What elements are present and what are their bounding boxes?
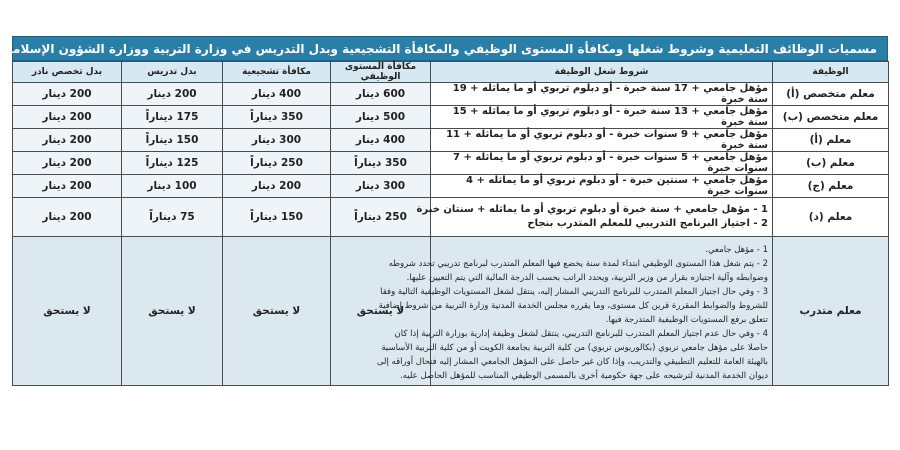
rare-specialty-cell: 200 دينار — [13, 175, 122, 198]
conditions-cell: مؤهل جامعي + 13 سنة خبرة - أو دبلوم تربوي أو ما يماثله + 15 سنة خبرة — [431, 106, 773, 129]
teaching-allowance-cell: 200 دينار — [122, 83, 223, 106]
conditions-cell: مؤهل جامعي + سنتين خبرة - أو دبلوم تربوي أو ما يماثله + 4 سنوات خبرة — [431, 175, 773, 198]
condition-line: تتعلق برفع المستويات الوظيفية المتدرجة فيها. — [605, 315, 768, 325]
rare-specialty-cell: 200 دينار — [13, 129, 122, 152]
job-cell: معلم متدرب — [773, 237, 889, 386]
teaching-allowance-cell: 125 ديناراً — [122, 152, 223, 175]
header-rare-specialty: بدل تخصص نادر — [13, 62, 122, 83]
condition-line: للشروط والضوابط المقررة قرين كل مستوى، وما يقرره مجلس الخدمة المدنية وزارة التربية من شروط إضافية — [378, 301, 768, 311]
rare-specialty-cell: 200 دينار — [13, 198, 122, 237]
job-cell: معلم (ج) — [773, 175, 889, 198]
level-bonus-cell: لا يستحق — [331, 237, 431, 386]
teaching-allowance-cell: 150 ديناراً — [122, 129, 223, 152]
header-row — [13, 62, 889, 83]
teaching-allowance-cell: 175 ديناراً — [122, 106, 223, 129]
condition-line: بالهيئة العامة للتعليم التطبيقي والتدريب، وإذا كان غير حاصل على المؤهل الجامعي المشار إليه فتحال أوراقه إلى — [376, 357, 768, 367]
condition-line: 1 - مؤهل جامعي + سنة خبرة أو دبلوم تربوي أو ما يماثله + سنتان خبرة — [416, 204, 768, 215]
condition-line: 2 - اجتياز البرنامج التدريبي للمعلم المتدرب بنجاح — [527, 218, 768, 229]
job-cell: معلم متخصص (أ) — [773, 83, 889, 106]
condition-line: 3 - وفي حال اجتياز المعلم المتدرب للبرنامج التدريبي المشار إليه، ينتقل لشغل المستويات الوظيفية التالية وفقا — [380, 287, 768, 297]
table-row-trainee — [13, 237, 889, 386]
job-table — [12, 61, 889, 386]
table-row — [13, 83, 889, 106]
rare-specialty-cell: 200 دينار — [13, 83, 122, 106]
header-job: الوظيفة — [773, 62, 889, 83]
rare-specialty-cell: 200 دينار — [13, 106, 122, 129]
job-cell: معلم متخصص (ب) — [773, 106, 889, 129]
table-row — [13, 152, 889, 175]
job-cell: معلم (أ) — [773, 129, 889, 152]
level-bonus-cell: 500 دينار — [331, 106, 431, 129]
teaching-allowance-cell: لا يستحق — [122, 237, 223, 386]
conditions-cell: مؤهل جامعي + 5 سنوات خبرة - أو دبلوم تربوي أو ما يماثله + 7 سنوات خبرة — [431, 152, 773, 175]
header-teaching-allowance: بدل تدريس — [122, 62, 223, 83]
encourage-bonus-cell: 150 ديناراً — [223, 198, 331, 237]
table-row — [13, 106, 889, 129]
level-bonus-cell: 300 دينار — [331, 175, 431, 198]
header-level-bonus: مكافأة المستوى الوظيفي — [331, 62, 431, 83]
conditions-cell — [416, 198, 773, 237]
condition-line: 2 - يتم شغل هذا المستوى الوظيفي ابتداء لمدة سنة يخضع فيها المعلم المتدرب لبرنامج تدريبي تحدد شروطه — [388, 259, 768, 269]
header-conditions: شروط شغل الوظيفة — [431, 62, 773, 83]
header-encourage-bonus: مكافأة تشجيعية — [223, 62, 331, 83]
rare-specialty-cell: 200 دينار — [13, 152, 122, 175]
condition-line: 1 - مؤهل جامعي. — [705, 245, 768, 255]
encourage-bonus-cell: 400 دينار — [223, 83, 331, 106]
condition-line: حاصلا على مؤهل جامعي تربوي (بكالوريوس تربوي) من كلية التربية بجامعة الكويت أو من كلية التربية الأساسية — [381, 343, 768, 353]
level-bonus-cell: 250 ديناراً — [331, 198, 431, 237]
encourage-bonus-cell: 250 ديناراً — [223, 152, 331, 175]
teaching-allowance-cell: 100 دينار — [122, 175, 223, 198]
level-bonus-cell: 600 دينار — [331, 83, 431, 106]
encourage-bonus-cell: 350 ديناراً — [223, 106, 331, 129]
condition-line: ديوان الخدمة المدنية لترشيحه على جهة حكومية أخرى بالمسمى الوظيفي المناسب للمؤهل الحاصل عليه. — [400, 371, 768, 381]
conditions-cell: مؤهل جامعي + 17 سنة خبرة - أو دبلوم تربوي أو ما يماثله + 19 سنة خبرة — [431, 83, 773, 106]
table-title: مسميات الوظائف التعليمية وشروط شغلها ومكافأة المستوى الوظيفي والمكافأة التشجيعية وبدل التدريس في وزارة التربية ووزارة الشؤون الإسلامية — [12, 36, 888, 61]
table-row — [13, 129, 889, 152]
level-bonus-cell: 350 ديناراً — [331, 152, 431, 175]
encourage-bonus-cell: لا يستحق — [223, 237, 331, 386]
table-row — [13, 175, 889, 198]
encourage-bonus-cell: 200 دينار — [223, 175, 331, 198]
condition-line: 4 - وفي حال عدم اجتياز المعلم المتدرب للبرنامج التدريبي، ينتقل لشغل وظيفة إدارية بوزارة التربية إذا كان — [394, 329, 768, 339]
conditions-cell: مؤهل جامعي + 9 سنوات خبرة - أو دبلوم تربوي أو ما يماثله + 11 سنة خبرة — [431, 129, 773, 152]
job-cell: معلم (ب) — [773, 152, 889, 175]
condition-line: وضوابطه وآلية اجتيازه بقرار من وزير التربية، ويحدد الراتب بحسب الدرجة المالية التي يتم التعيين عليها. — [406, 273, 768, 283]
table-row — [13, 198, 889, 237]
rare-specialty-cell: لا يستحق — [13, 237, 122, 386]
job-cell: معلم (د) — [773, 198, 889, 237]
encourage-bonus-cell: 300 دينار — [223, 129, 331, 152]
job-table-container — [0, 36, 888, 386]
teaching-allowance-cell: 75 ديناراً — [122, 198, 223, 237]
level-bonus-cell: 400 دينار — [331, 129, 431, 152]
